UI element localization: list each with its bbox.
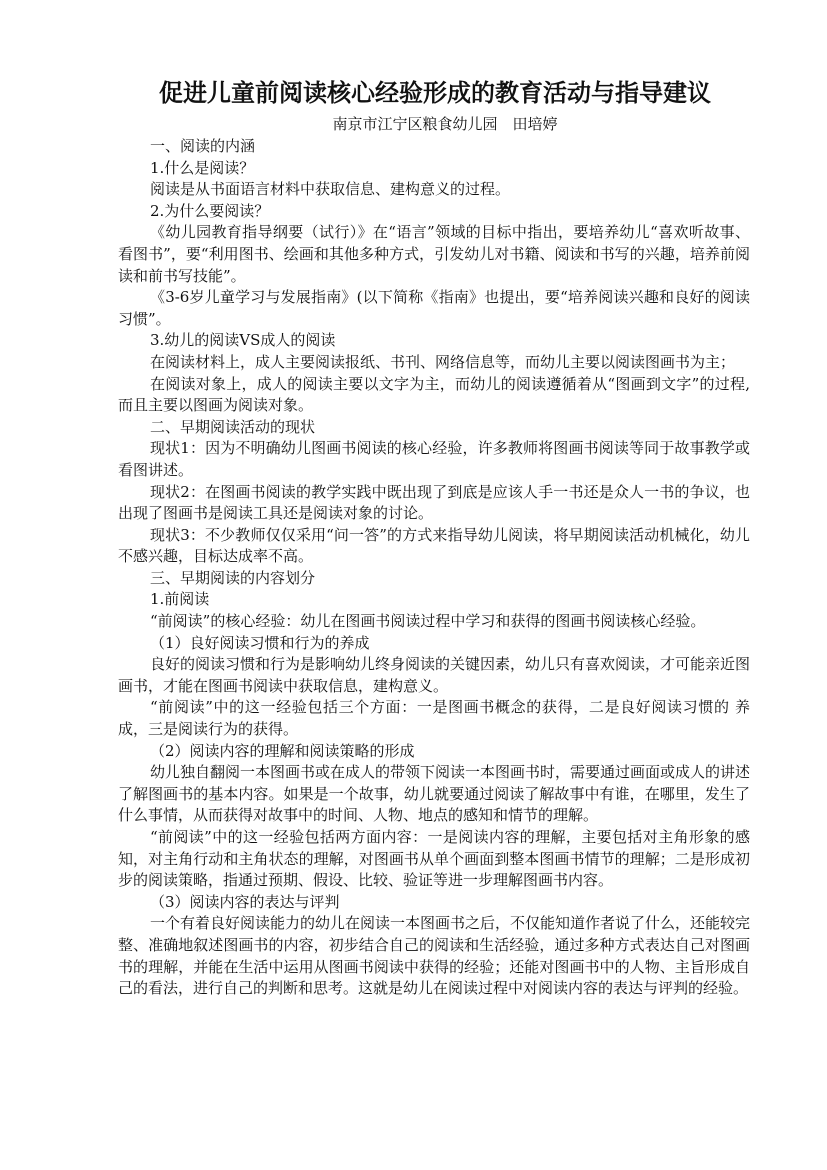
subsection-heading: （1）良好阅读习惯和行为的养成: [150, 633, 370, 652]
subsection-heading: （2）阅读内容的理解和阅读策略的形成: [150, 741, 415, 760]
body-paragraph: 现状2：在图画书阅读的教学实践中既出现了到底是应该人手一书还是众人一书的争议，也出现了图画书是阅读工具还是阅读对象的讨论。: [118, 482, 750, 523]
section-heading: 1.前阅读: [150, 590, 210, 609]
body-paragraph: 一个有着良好阅读能力的幼儿在阅读一本图画书之后，不仅能知道作者说了什么，还能较完整、准确地叙述图画书的内容，初步结合自己的阅读和生活经验，通过多种方式表达自己对图画书的理解，并能在生活中运用从图画书阅读中获得的经验；还能对图画书中的人物、主旨形成自己的看法，进行自己的判断和思考。这就是幼儿在阅读过程中对阅读内容的表达与评判的经验。: [118, 914, 751, 998]
body-paragraph: 《3-6岁儿童学习与发展指南》(以下简称《指南》也提出，要“培养阅读兴趣和良好的阅读习惯”。: [118, 288, 750, 328]
section-heading: 2.为什么要阅读？: [150, 201, 270, 220]
body-paragraph: “前阅读”中的这一经验包括三个方面：一是图画书概念的获得，二是良好阅读习惯的 养成，三是阅读行为的获得。: [118, 698, 750, 739]
body-paragraph: 在阅读对象上，成人的阅读主要以文字为主，而幼儿的阅读遵循着从“图画到文字”的过程,而且主要以图画为阅读对象。: [118, 374, 750, 415]
author-line: 南京市江宁区粮食幼儿园 田培婷: [332, 115, 558, 133]
body-paragraph: 现状3：不少教师仅仅采用“问一答”的方式来指导幼儿阅读，将早期阅读活动机械化，幼儿不感兴趣，目标达成率不高。: [118, 525, 750, 566]
section-heading: 三、早期阅读的内容划分: [150, 568, 316, 587]
body-paragraph: “前阅读”的核心经验：幼儿在图画书阅读过程中学习和获得的图画书阅读核心经验。: [150, 612, 706, 631]
body-paragraph: 幼儿独自翻阅一本图画书或在成人的带领下阅读一本图画书时，需要通过画面或成人的讲述了解图画书的基本内容。如果是一个故事，幼儿就要通过阅读了解故事中有谁，在哪里，发生了什么事情，从而获得对故事中的时间、人物、地点的感知和情节的理解。: [118, 763, 751, 825]
document-body: [118, 136, 750, 1000]
body-paragraph: 良好的阅读习惯和行为是影响幼儿终身阅读的关键因素，幼儿只有喜欢阅读，才可能亲近图画书，才能在图画书阅读中获取信息，建构意义。: [118, 655, 751, 695]
subsection-heading: （3）阅读内容的表达与评判: [150, 892, 340, 911]
body-paragraph: 阅读是从书面语言材料中获取信息、建构意义的过程。: [150, 180, 511, 199]
section-heading: 一、阅读的内涵: [150, 137, 256, 155]
section-heading: 3.幼儿的阅读VS成人的阅读: [150, 331, 336, 350]
section-heading: 1.什么是阅读？: [150, 158, 255, 177]
body-paragraph: 现状1：因为不明确幼儿图画书阅读的核心经验，许多教师将图画书阅读等同于故事教学或看图讲述。: [118, 439, 750, 479]
body-paragraph: “前阅读”中的这一经验包括两方面内容：一是阅读内容的理解，主要包括对主角形象的感知，对主角行动和主角状态的理解，对图画书从单个画面到整本图画书情节的理解；二是形成初步的阅读策略，指通过预期、假设、比较、验证等进一步理解图画书内容。: [118, 828, 750, 890]
document-title: 促进儿童前阅读核心经验形成的教育活动与指导建议: [159, 78, 711, 107]
body-paragraph: 在阅读材料上，成人主要阅读报纸、书刊、网络信息等，而幼儿主要以阅读图画书为主；: [150, 352, 736, 371]
body-paragraph: 《幼儿园教育指导纲要（试行）》在“语言”领域的目标中指出，要培养幼儿“喜欢听故事、看图书”，要“利用图书、绘画和其他多种方式，引发幼儿对书籍、阅读和书写的兴趣，培养前阅读和前书写技能”。: [118, 223, 750, 285]
section-heading: 二、早期阅读活动的现状: [150, 417, 316, 436]
